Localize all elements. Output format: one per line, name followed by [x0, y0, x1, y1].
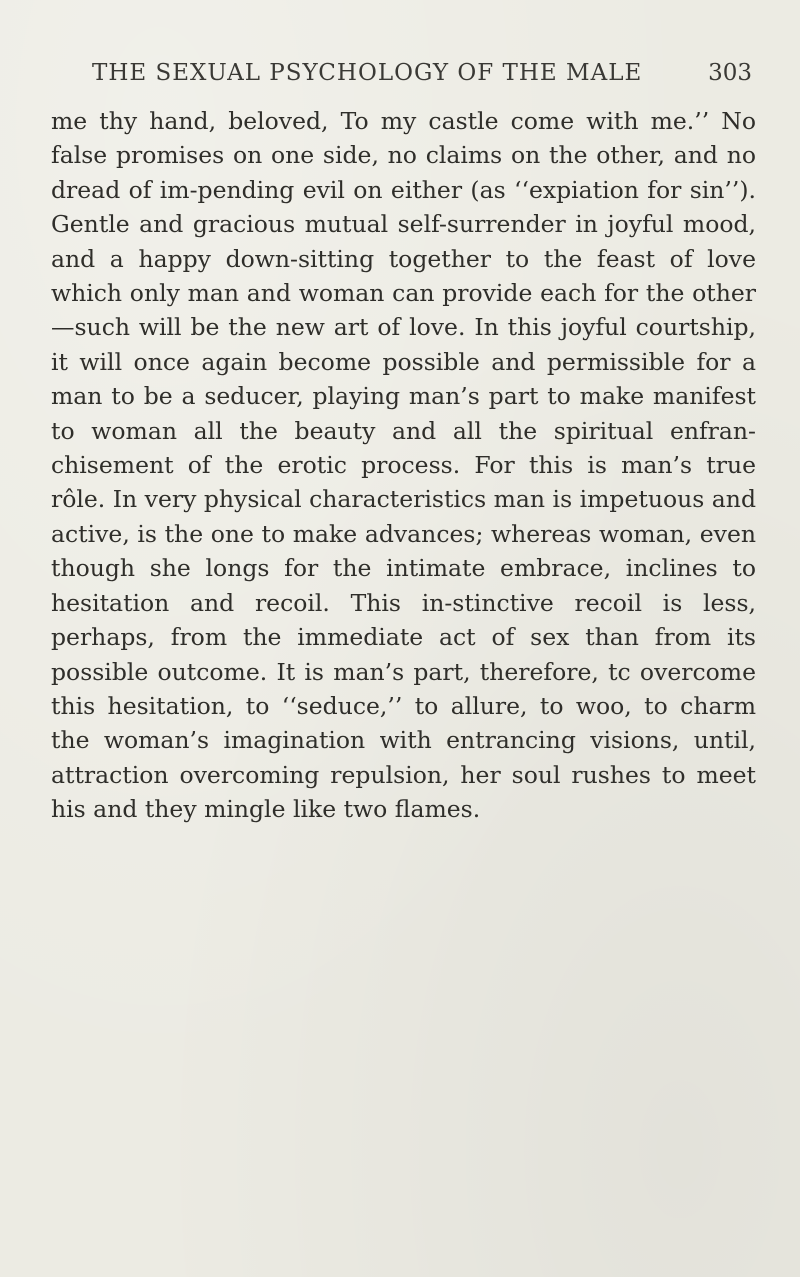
page-number: 303 — [708, 60, 752, 86]
running-title: THE SEXUAL PSYCHOLOGY OF THE MALE — [92, 60, 643, 86]
running-head — [92, 60, 752, 90]
body-paragraph: me thy hand, beloved, To my castle come with me.’’ No false promises on one side, no claims on the other, and no dread of im-pending evil on either (as ‘‘expiation for sin’’). Gentle and gracious mutual self-surrender in joyful mood, and a happy down-sitting together to the feast of love which only man and woman can provide each for the other—such will be the new art of love. In this joyful courtship, it will once again become possible and permissible for a man to be a seducer, playing man’s part to make manifest to woman all the beauty and all the spiritual enfran-chisement of the erotic process. For this is man’s true rôle. In very physical characteristics man is impetuous and active, is the one to make advances; whereas woman, even though she longs for the intimate embrace, inclines to hesitation and recoil. This in-stinctive recoil is less, perhaps, from the immediate act of sex than from its possible outcome. It is man’s part, therefore, tc overcome this hesitation, to ‘‘seduce,’’ to allure, to woo, to charm the woman’s imagination with entrancing visions, until, attraction overcoming repulsion, her soul rushes to meet his and they mingle like two flames. — [51, 107, 756, 824]
